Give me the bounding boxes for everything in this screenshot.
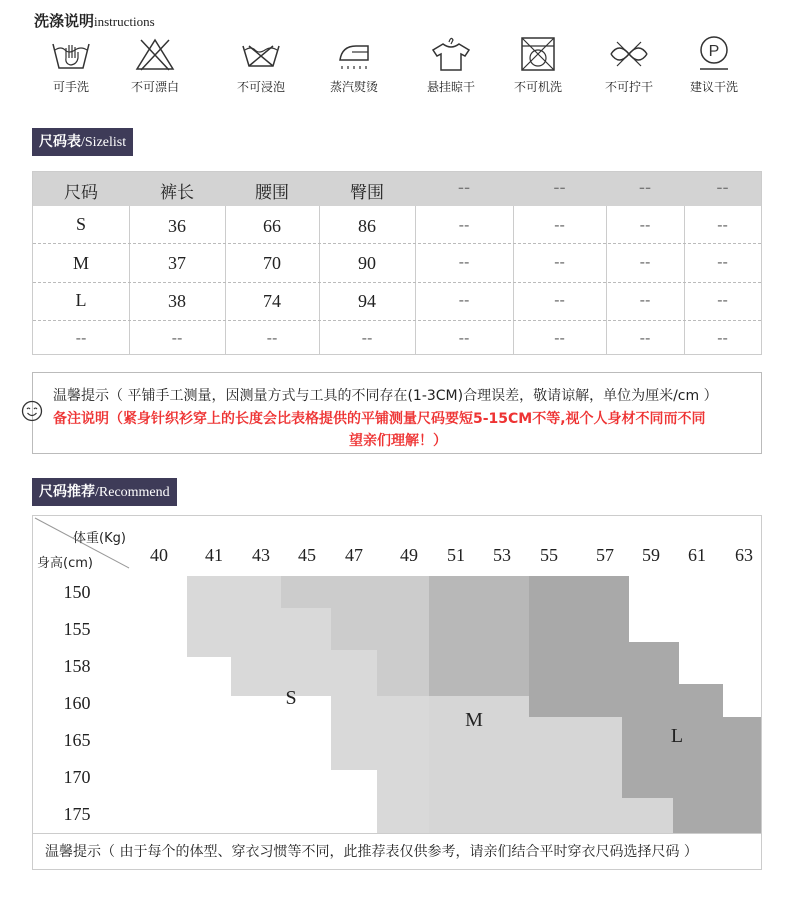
- size-cell: 36: [168, 216, 186, 236]
- wash-label: 不可拧干: [604, 80, 653, 94]
- notice-remark-continued: 望亲们理解！）: [349, 433, 447, 449]
- size-cell: 90: [358, 253, 376, 273]
- size-cell: --: [75, 329, 87, 347]
- wash-item-no-wring: [589, 36, 669, 95]
- size-cell: 66: [263, 216, 281, 236]
- wash-label: 不可漂白: [130, 80, 179, 94]
- weight-label: 51: [447, 545, 465, 565]
- height-label: 160: [63, 693, 91, 713]
- height-label: 155: [63, 619, 91, 639]
- weight-label: 59: [642, 545, 660, 565]
- size-cell: --: [639, 329, 651, 347]
- size-cell: 70: [263, 253, 281, 273]
- size-cell: 86: [358, 216, 376, 236]
- weight-label: 53: [493, 545, 511, 565]
- wash-item-steam-iron: [314, 36, 394, 95]
- steam-iron-icon: [332, 36, 376, 72]
- weight-label: 49: [400, 545, 418, 565]
- size-header-length: 裤长: [160, 183, 194, 203]
- size-cell: --: [458, 253, 470, 271]
- svg-text:P: P: [708, 43, 720, 60]
- no-wring-icon: [607, 36, 651, 72]
- no-machine-wash-icon: [516, 36, 560, 72]
- weight-label: 43: [252, 545, 270, 565]
- no-soak-icon: [239, 36, 283, 72]
- recommend-tip: 温馨提示（ 由于每个的体型、穿衣习惯等不同，此推荐表仅供参考，请亲们结合平时穿衣尺码选择尺码 ）: [33, 833, 761, 869]
- wash-label: 可手洗: [52, 80, 89, 94]
- weight-label: 45: [298, 545, 316, 565]
- wash-item-dry-clean: [674, 36, 754, 95]
- height-label: 158: [63, 656, 91, 676]
- size-cell: --: [717, 216, 728, 234]
- size-cell: --: [639, 291, 651, 309]
- size-list-header: 尺码表/Sizelist: [32, 128, 133, 156]
- wash-label: 蒸汽熨烫: [329, 80, 378, 94]
- wash-label: 不可浸泡: [236, 80, 285, 94]
- size-cell: --: [717, 253, 728, 271]
- wash-item-no-soak: [221, 36, 301, 95]
- size-cell: --: [361, 329, 373, 347]
- size-cell: --: [554, 253, 565, 271]
- hand-wash-icon: [49, 36, 93, 72]
- wash-item-hang-dry: [411, 36, 491, 95]
- height-axis-title: 身高(cm): [37, 556, 93, 571]
- size-cell: --: [554, 329, 565, 347]
- size-cell: --: [171, 329, 183, 347]
- no-bleach-icon: [133, 36, 177, 72]
- wash-label: 建议干洗: [689, 80, 738, 94]
- weight-label: 47: [345, 545, 363, 565]
- wash-instructions-title: 洗涤说明instructions: [34, 12, 155, 30]
- height-label: 150: [63, 582, 91, 602]
- weight-label: 63: [735, 545, 753, 565]
- weight-label: 57: [596, 545, 614, 565]
- size-recommend-chart: [32, 515, 762, 870]
- smile-icon: [21, 400, 43, 422]
- size-header-empty: --: [716, 178, 729, 198]
- size-cell: L: [75, 290, 87, 310]
- weight-label: 61: [688, 545, 706, 565]
- size-cell: --: [717, 291, 728, 309]
- size-header-empty: --: [457, 178, 471, 198]
- wash-label: 不可机洗: [513, 80, 562, 94]
- height-label: 170: [63, 767, 91, 787]
- zone-label-l: L: [670, 725, 684, 747]
- size-cell: --: [266, 329, 278, 347]
- notice-remark: 备注说明（紧身针织衫穿上的长度会比表格提供的平铺测量尺码要短5-15CM不等,视个人身材不同而不同: [53, 411, 706, 427]
- size-cell: M: [72, 253, 89, 273]
- wash-item-no-bleach: [115, 36, 195, 95]
- size-cell: --: [639, 253, 651, 271]
- size-cell: --: [458, 329, 470, 347]
- size-cell: 94: [358, 291, 376, 311]
- size-cell: --: [639, 216, 651, 234]
- wash-item-no-machine-wash: [498, 36, 578, 95]
- zone-label-s: S: [285, 687, 297, 709]
- recommend-grid: [33, 516, 761, 834]
- size-header-size: 尺码: [64, 183, 98, 203]
- size-header-empty: --: [553, 178, 566, 198]
- size-cell: --: [554, 291, 565, 309]
- weight-label: 40: [150, 545, 168, 565]
- size-header-hip: 臀围: [350, 183, 384, 203]
- weight-axis-title: 体重(Kg): [73, 531, 126, 546]
- recommend-header: 尺码推荐/Recommend: [32, 478, 177, 506]
- dry-clean-p-icon: [692, 36, 736, 72]
- size-cell: --: [554, 216, 565, 234]
- zone-label-m: M: [465, 709, 483, 731]
- notice-tip: 温馨提示（ 平铺手工测量，因测量方式与工具的不同存在(1-3CM)合理误差，敬请谅解，单位为厘米/cm ）: [53, 388, 718, 404]
- size-cell: --: [458, 291, 470, 309]
- size-header-waist: 腰围: [255, 183, 289, 203]
- size-header-empty: --: [638, 178, 652, 198]
- weight-label: 55: [540, 545, 558, 565]
- height-label: 165: [63, 730, 91, 750]
- size-cell: 37: [168, 253, 186, 273]
- height-label: 175: [63, 804, 91, 824]
- weight-label: 41: [205, 545, 223, 565]
- size-cell: --: [717, 329, 728, 347]
- size-cell: 74: [263, 291, 281, 311]
- size-cell: 38: [168, 291, 186, 311]
- wash-label: 悬挂晾干: [426, 80, 475, 94]
- size-cell: --: [458, 216, 470, 234]
- wash-item-hand-wash: [31, 36, 111, 95]
- measurement-notice: [32, 372, 762, 454]
- size-table: [32, 171, 762, 355]
- hang-dry-icon: [429, 36, 473, 72]
- size-cell: S: [75, 214, 86, 234]
